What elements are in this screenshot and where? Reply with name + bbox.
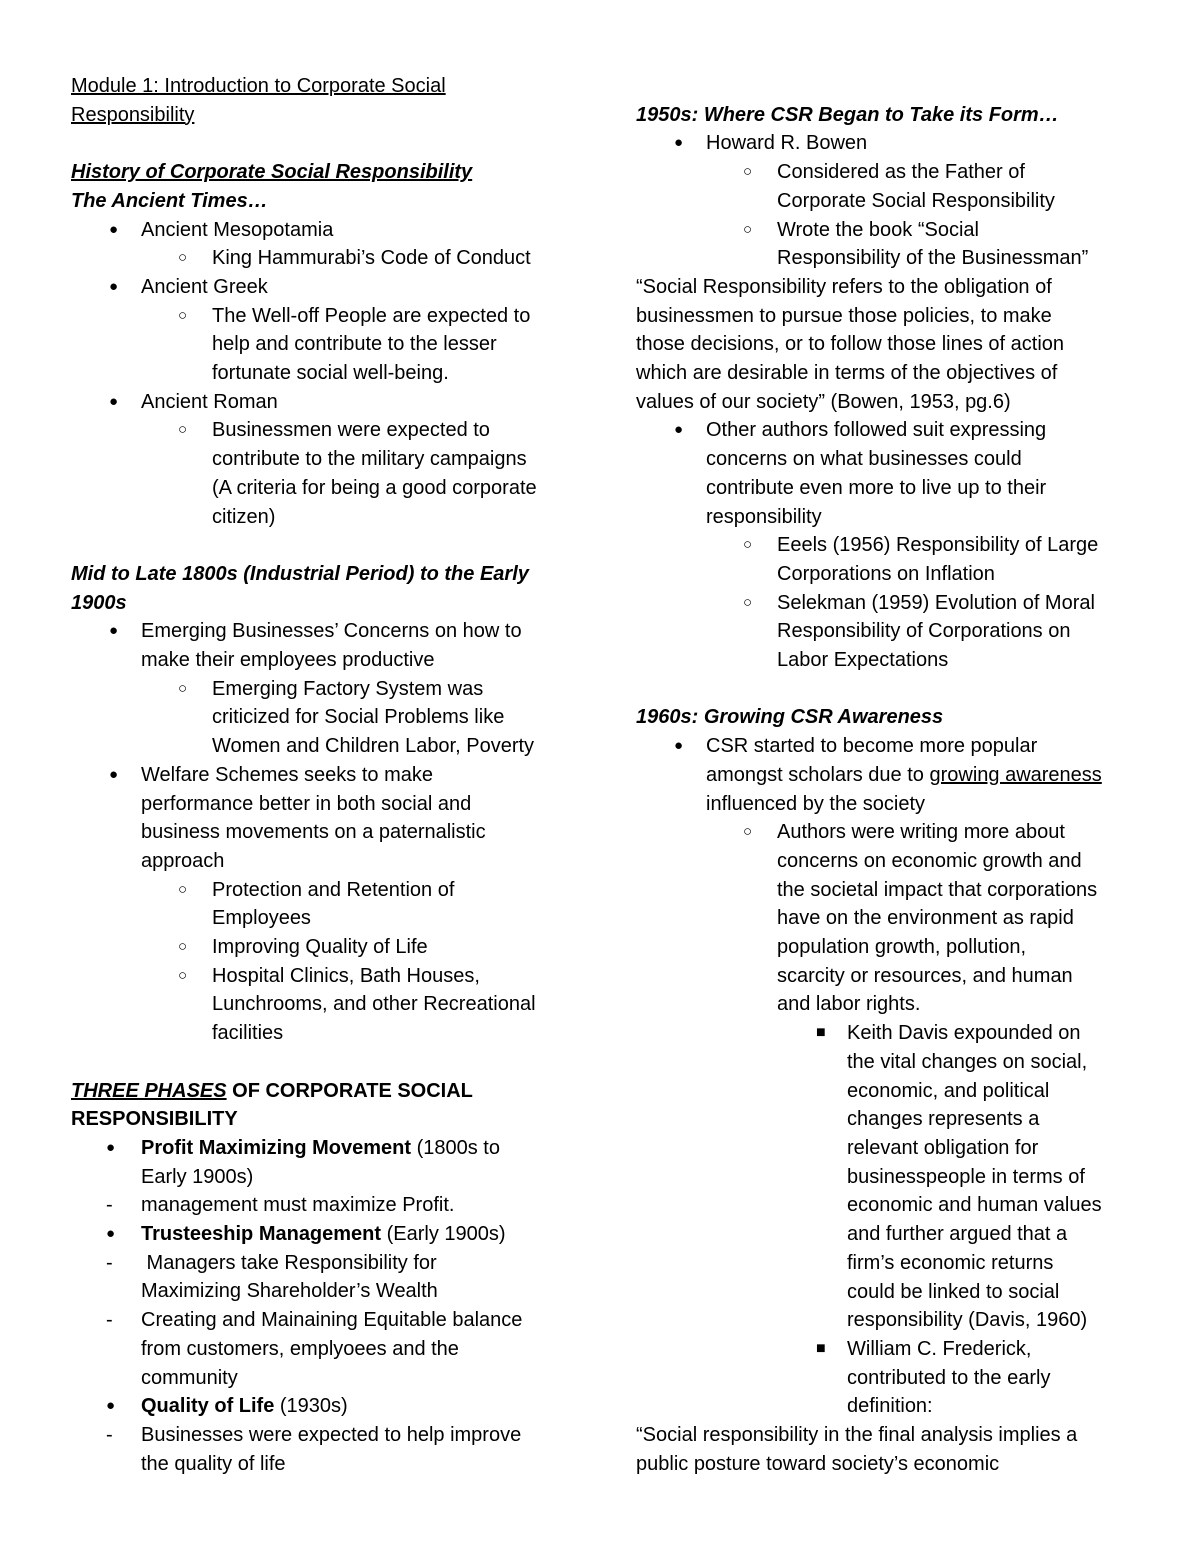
square-bullet-icon: ■ (816, 1339, 826, 1357)
list-item: ● Ancient Roman (71, 388, 591, 417)
history-heading: History of Corporate Social Responsibility (71, 161, 473, 184)
list-item-cont: and further argued that a (847, 1223, 1068, 1246)
list-item: ○ Eeels (1956) Responsibility of Large (636, 531, 1176, 560)
dash-icon: - (106, 1424, 113, 1446)
list-item-cont: business movements on a paternalistic (141, 821, 486, 844)
list-item: ○ Selekman (1959) Evolution of Moral (636, 589, 1176, 618)
bullet-icon: ● (106, 1225, 116, 1243)
ancient-heading: The Ancient Times… (71, 189, 268, 212)
bullet-icon: ● (109, 622, 119, 640)
list-item: - management must maximize Profit. (71, 1191, 591, 1220)
list-item: ■ Keith Davis expounded on (636, 1019, 1176, 1048)
list-item-cont: Responsibility of the Businessman” (777, 247, 1089, 270)
heading-1960s: 1960s: Growing CSR Awareness (636, 706, 944, 729)
module-title-line-1: Module 1: Introduction to Corporate Social (71, 75, 446, 97)
bullet-icon: ● (109, 765, 119, 783)
list-item: ● Emerging Businesses’ Concerns on how to (71, 617, 591, 646)
bullet-icon: ● (109, 277, 119, 295)
industrial-heading-line-1: Mid to Late 1800s (Industrial Period) to the Early (71, 562, 529, 585)
list-item: ● Profit Maximizing Movement (1800s to (71, 1134, 591, 1163)
dash-icon: - (106, 1251, 113, 1274)
circle-bullet-icon: ○ (743, 220, 753, 238)
circle-bullet-icon: ○ (178, 966, 188, 984)
bullet-icon: ● (109, 220, 119, 238)
phases-heading-line-2: RESPONSIBILITY (71, 1108, 238, 1131)
circle-bullet-icon: ○ (178, 880, 188, 898)
list-item-cont: changes represents a (847, 1108, 1040, 1131)
list-item-cont: relevant obligation for (847, 1136, 1039, 1159)
list-item-cont: responsibility (Davis, 1960) (847, 1309, 1088, 1332)
circle-bullet-icon: ○ (743, 823, 753, 841)
list-item-cont: Early 1900s) (141, 1165, 254, 1188)
square-bullet-icon: ■ (816, 1024, 826, 1042)
list-item: ○ Improving Quality of Life (71, 933, 591, 962)
bowen-quote-line: businessmen to pursue those policies, to make (636, 304, 1052, 327)
list-item: ● Ancient Greek (71, 273, 591, 302)
bullet-icon: ● (106, 1397, 116, 1415)
list-item-cont: the vital changes on social, (847, 1050, 1088, 1073)
list-item-cont: citizen) (212, 505, 276, 528)
bowen-quote-line: which are desirable in terms of the objectives of (636, 362, 1058, 385)
list-item-cont: contribute to the military campaigns (212, 448, 527, 471)
list-item: ○ Emerging Factory System was (71, 675, 591, 704)
list-item: ○ Wrote the book “Social (636, 216, 1176, 245)
list-item-cont: the societal impact that corporations (777, 878, 1098, 901)
list-item-cont: contributed to the early (847, 1366, 1051, 1389)
list-item-cont: (A criteria for being a good corporate (212, 476, 537, 499)
list-item: ● Ancient Mesopotamia (71, 216, 591, 245)
list-item-cont: performance better in both social and (141, 792, 472, 815)
list-item: - Creating and Mainaining Equitable balance (71, 1306, 591, 1335)
bowen-quote-line: those decisions, or to follow those lines of action (636, 333, 1065, 356)
list-item: ■ William C. Frederick, (636, 1335, 1176, 1364)
list-item: ● Howard R. Bowen (636, 129, 1176, 158)
list-item: ● CSR started to become more popular (636, 732, 1176, 761)
list-item-cont: firm’s economic returns (847, 1251, 1054, 1274)
circle-bullet-icon: ○ (178, 421, 188, 439)
list-item: ● Welfare Schemes seeks to make (71, 761, 591, 790)
list-item: ○ Businessmen were expected to (71, 416, 591, 445)
dash-icon: - (106, 1309, 113, 1332)
list-item: ○ The Well-off People are expected to (71, 302, 591, 331)
list-item: ● Other authors followed suit expressing (636, 416, 1176, 445)
list-item-cont: could be linked to social (847, 1280, 1060, 1303)
list-item-cont: concerns on what businesses could (706, 448, 1022, 471)
circle-bullet-icon: ○ (743, 163, 753, 181)
list-item-cont: economic, and political (847, 1079, 1050, 1102)
list-item-cont: amongst scholars due to growing awareness (706, 763, 1102, 786)
list-item-cont: Women and Children Labor, Poverty (212, 735, 535, 758)
bowen-quote-line: values of our society” (Bowen, 1953, pg.6) (636, 390, 1011, 413)
list-item-cont: have on the environment as rapid (777, 907, 1074, 930)
circle-bullet-icon: ○ (743, 593, 753, 611)
circle-bullet-icon: ○ (178, 938, 188, 956)
list-item-cont: and labor rights. (777, 993, 921, 1016)
list-item: - Businesses were expected to help improve (71, 1421, 591, 1450)
right-column (636, 72, 1176, 1478)
circle-bullet-icon: ○ (178, 679, 188, 697)
list-item: ○ Hospital Clinics, Bath Houses, (71, 962, 591, 991)
bullet-icon: ● (674, 421, 684, 439)
list-item-cont: concerns on economic growth and (777, 849, 1082, 872)
list-item: ○ Authors were writing more about (636, 818, 1176, 847)
frederick-quote-line: public posture toward society’s economic (636, 1452, 1000, 1475)
bullet-icon: ● (106, 1138, 116, 1156)
list-item-cont: population growth, pollution, (777, 936, 1027, 959)
module-title-line-2: Responsibility (71, 103, 195, 126)
list-item-cont: criticized for Social Problems like (212, 706, 505, 729)
phases-heading: THREE PHASES OF CORPORATE SOCIAL (71, 1079, 473, 1102)
list-item-cont: the quality of life (141, 1452, 286, 1475)
list-item-cont: approach (141, 849, 225, 872)
list-item-cont: Corporate Social Responsibility (777, 189, 1055, 212)
list-item-cont: fortunate social well-being. (212, 362, 449, 385)
industrial-heading-line-2: 1900s (71, 591, 127, 614)
list-item-cont: Lunchrooms, and other Recreational (212, 993, 536, 1016)
circle-bullet-icon: ○ (743, 536, 753, 554)
list-item-cont: businesspeople in terms of (847, 1165, 1085, 1188)
list-item: ○ King Hammurabi’s Code of Conduct (71, 244, 591, 273)
list-item-cont: community (141, 1366, 238, 1389)
bowen-quote-line: “Social Responsibility refers to the obligation of (636, 275, 1052, 298)
list-item-cont: scarcity or resources, and human (777, 964, 1073, 987)
dash-icon: - (106, 1194, 113, 1217)
list-item-cont: influenced by the society (706, 792, 926, 815)
list-item-cont: Responsibility of Corporations on (777, 620, 1071, 643)
list-item-cont: Employees (212, 907, 311, 930)
left-column (71, 72, 591, 1478)
heading-1950s: 1950s: Where CSR Began to Take its Form… (636, 103, 1059, 126)
bullet-icon: ● (674, 134, 684, 152)
list-item-cont: Labor Expectations (777, 649, 949, 672)
list-item: ● Trusteeship Management (Early 1900s) (71, 1220, 591, 1249)
bullet-icon: ● (674, 737, 684, 755)
list-item-cont: Corporations on Inflation (777, 562, 995, 585)
list-item: - Managers take Responsibility for (71, 1249, 591, 1278)
list-item-cont: Maximizing Shareholder’s Wealth (141, 1280, 438, 1303)
list-item-cont: responsibility (706, 505, 822, 528)
list-item-cont: contribute even more to live up to their (706, 476, 1047, 499)
list-item: ● Quality of Life (1930s) (71, 1392, 591, 1421)
list-item-cont: facilities (212, 1022, 284, 1045)
bullet-icon: ● (109, 392, 119, 410)
list-item-cont: definition: (847, 1395, 933, 1418)
circle-bullet-icon: ○ (178, 306, 188, 324)
list-item-cont: from customers, emplyoees and the (141, 1337, 459, 1360)
frederick-quote-line: “Social responsibility in the final analysis implies a (636, 1424, 1078, 1447)
circle-bullet-icon: ○ (178, 249, 188, 267)
list-item-cont: make their employees productive (141, 649, 435, 672)
list-item-cont: economic and human values (847, 1194, 1102, 1217)
list-item: ○ Protection and Retention of (71, 876, 591, 905)
list-item: ○ Considered as the Father of (636, 158, 1176, 187)
list-item-cont: help and contribute to the lesser (212, 333, 497, 356)
